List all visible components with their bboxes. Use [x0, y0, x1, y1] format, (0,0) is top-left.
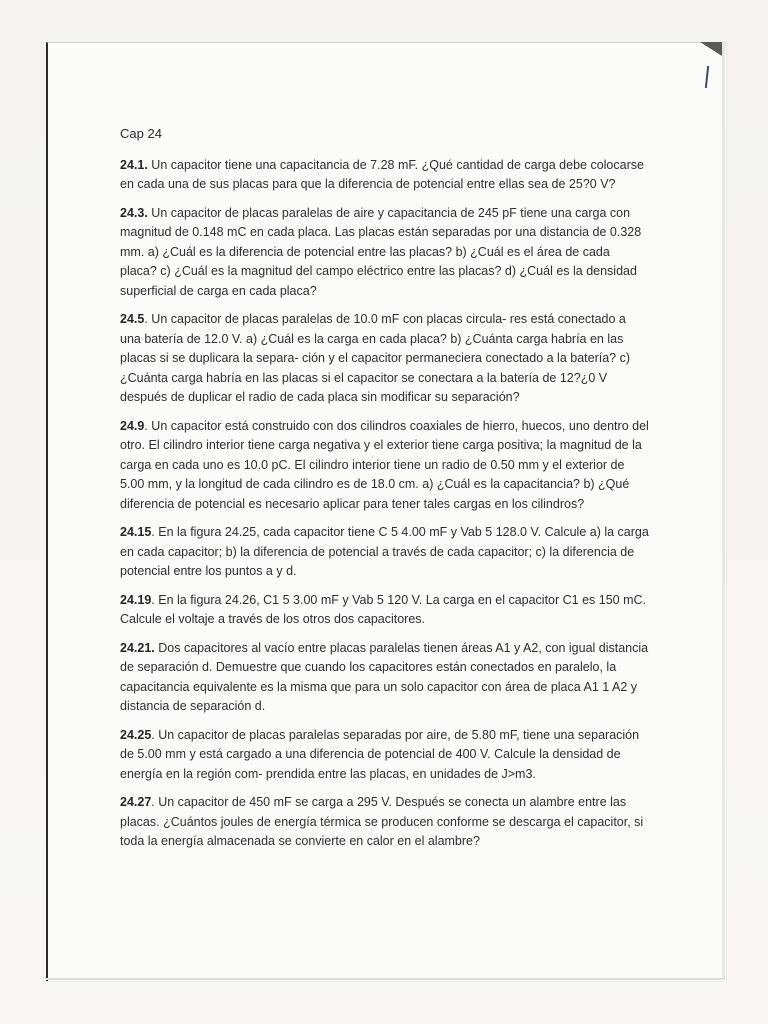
problem-number: 24.27: [120, 795, 152, 809]
problem-24-15: [120, 523, 650, 582]
problem-24-25: [120, 726, 650, 785]
problem-text: Un capacitor tiene una capacitancia de 7.28 mF. ¿Qué cantidad de carga debe colocarse en cada una de sus placas para que la diferencia de potencial entre ellas sea de 25?0 V?: [120, 157, 644, 191]
paper-right-edge: [722, 42, 725, 980]
document-content: [120, 124, 650, 861]
paper-bottom-edge: [46, 978, 724, 980]
problem-number: 24.15: [120, 525, 152, 539]
problem-text: . Un capacitor está construido con dos cilindros coaxiales de hierro, huecos, uno dentro del otro. El cilindro interior tiene carga negativa y el exterior tiene carga positiva; la magnitud de la carga en cada uno es 10.0 pC. El cilindro interior tiene un radio de 0.50 mm y el exterior de 5.00 mm, y la longitud de cada cilindro es de 18.0 cm. a) ¿Cuál es la capacitancia? b) ¿Qué diferencia de potencial es necesario aplicar para tener tales cargas en los cilindros?: [120, 418, 649, 511]
chapter-heading: Cap 24: [120, 126, 162, 141]
problem-text: . Un capacitor de placas paralelas de 10.0 mF con placas circula- res está conectado a una batería de 12.0 V. a) ¿Cuál es la carga en cada placa? b) ¿Cuánta carga habría en las placas si se duplicara la separa- ción y el capacitor permaneciera conectado a la batería? c) ¿Cuánta carga habría en las placas si el capacitor se conectara a la batería de 12?¿0 V después de duplicar el radio de cada placa sin modificar su separación?: [120, 312, 630, 404]
problem-text: Dos capacitores al vacío entre placas paralelas tienen áreas A1 y A2, con igual distancia de separación d. Demuestre que cuando los capacitores están conectados en paralelo, la capacitancia equivalente es la misma que para un solo capacitor con área de placa A1 1 A2 y distancia de separación d.: [120, 640, 649, 713]
problem-text: . En la figura 24.25, cada capacitor tiene C 5 4.00 mF y Vab 5 128.0 V. Calcule a) la carga en cada capacitor; b) la diferencia de potencial a través de cada capacitor; c) la diferencia de potencial entre los puntos a y d.: [120, 525, 649, 578]
problem-number: 24.21.: [120, 640, 155, 655]
problem-number: 24.1.: [120, 157, 148, 172]
corner-fold: [700, 42, 722, 56]
problem-number: 24.19: [120, 592, 152, 607]
problem-24-3: [120, 204, 650, 302]
problem-24-1: [120, 156, 650, 195]
problem-text: . Un capacitor de placas paralelas separadas por aire, de 5.80 mF, tiene una separación de 5.00 mm y está cargado a una diferencia de potencial de 400 V. Calcule la densidad de energía en la región com- prendida entre las placas, en unidades de J>m3.: [120, 727, 640, 781]
problem-24-21: [120, 639, 650, 717]
problem-number: 24.5: [120, 312, 145, 326]
problem-number: 24.3.: [120, 205, 148, 220]
problem-24-27: [120, 793, 650, 852]
problem-number: 24.25: [120, 727, 152, 742]
problem-text: . Un capacitor de 450 mF se carga a 295 V. Después se conecta un alambre entre las placas. ¿Cuántos joules de energía térmica se producen conforme se descarga el capacitor, si toda la energía almacenada se convierte en calor en el alambre?: [120, 795, 644, 848]
problem-text: . En la figura 24.26, C1 5 3.00 mF y Vab 5 120 V. La carga en el capacitor C1 es 150 mC. Calcule el voltaje a través de los otros dos capacitores.: [120, 592, 647, 626]
problem-24-9: [120, 417, 650, 515]
problem-text: Un capacitor de placas paralelas de aire y capacitancia de 245 pF tiene una carga con magnitud de 0.148 mC en cada placa. Las placas están separadas por una distancia de 0.328 mm. a) ¿Cuál es la diferencia de potencial entre las placas? b) ¿Cuál es el área de cada placa? c) ¿Cuál es la magnitud del campo eléctrico entre las placas? d) ¿Cuál es la densidad superficial de carga en cada placa?: [120, 205, 642, 298]
problem-24-5: [120, 310, 650, 408]
problem-24-19: [120, 591, 650, 630]
problem-number: 24.9: [120, 418, 145, 433]
